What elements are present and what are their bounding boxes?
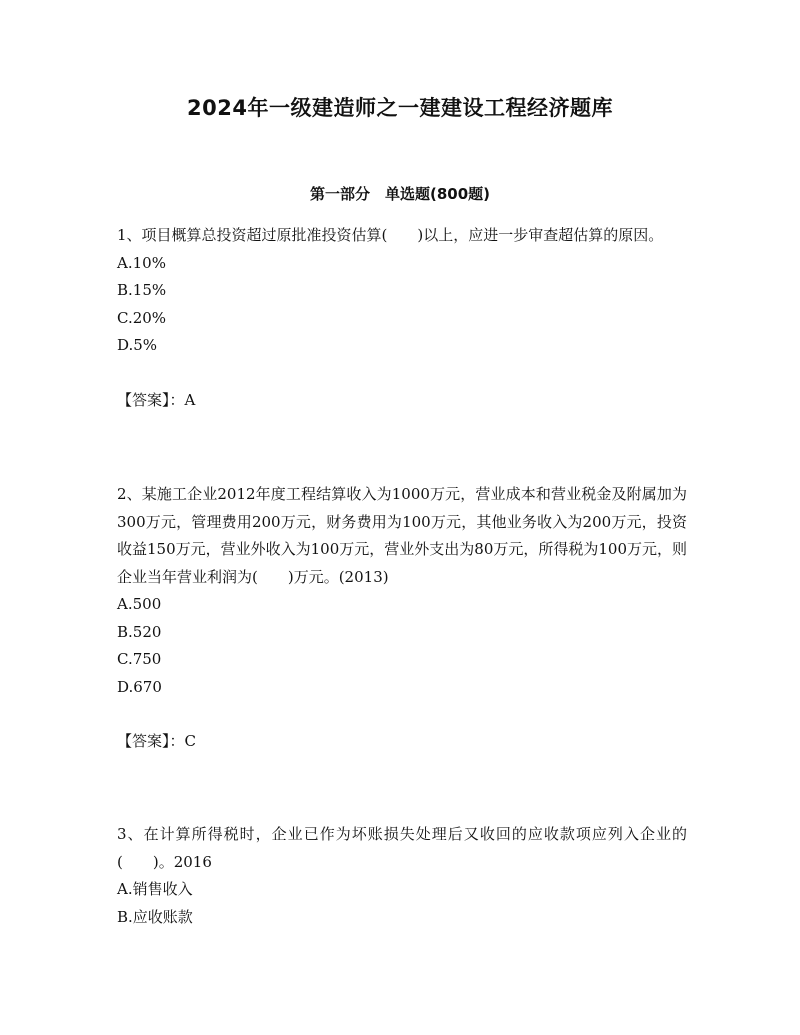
section-title: 第一部分 单选题(800题) [309,185,491,203]
question-1-option-d: D.5% [117,336,158,354]
question-1 [117,222,687,414]
answer-label: 【答案】 [117,732,170,750]
question-3-option-b: B.应收账款 [117,907,193,926]
question-2-text: 2、某施工企业2012年度工程结算收入为1000万元，营业成本和营业税金及附属加为300万元，管理费用200万元，财务费用为100万元，其他业务收入为200万元，投资收益150万元，营业外收入为100万元，营业外支出为80万元，所得税为100万元，则企业当年营业利润为( )万元。(2013) [117,485,687,586]
answer-value: A [184,390,196,409]
question-2-option-a: A.500 [117,595,162,613]
question-3-text: 3、在计算所得税时，企业已作为坏账损失处理后又收回的应收款项应列入企业的( )。2016 [117,825,687,871]
answer-value: C [184,732,197,750]
question-2-option-c: C.750 [117,650,162,668]
answer-label: 【答案】 [117,390,170,409]
question-3 [117,821,687,931]
question-2 [117,481,687,756]
question-1-option-a: A.10% [117,253,166,272]
question-2-option-d: D.670 [117,677,162,696]
question-1-text: 1、项目概算总投资超过原批准投资估算( )以上，应进一步审查超估算的原因。 [117,226,664,244]
answer-separator: ： [169,732,185,750]
question-3-option-a: A.销售收入 [117,880,193,898]
question-1-answer [117,387,687,415]
question-2-answer [117,728,687,756]
document-title: 2024年一级建造师之一建建设工程经济题库 [187,96,613,120]
question-1-option-b: B.15% [117,281,167,299]
question-2-option-b: B.520 [117,622,162,641]
answer-separator: ： [169,390,185,409]
question-1-option-c: C.20% [117,308,167,327]
